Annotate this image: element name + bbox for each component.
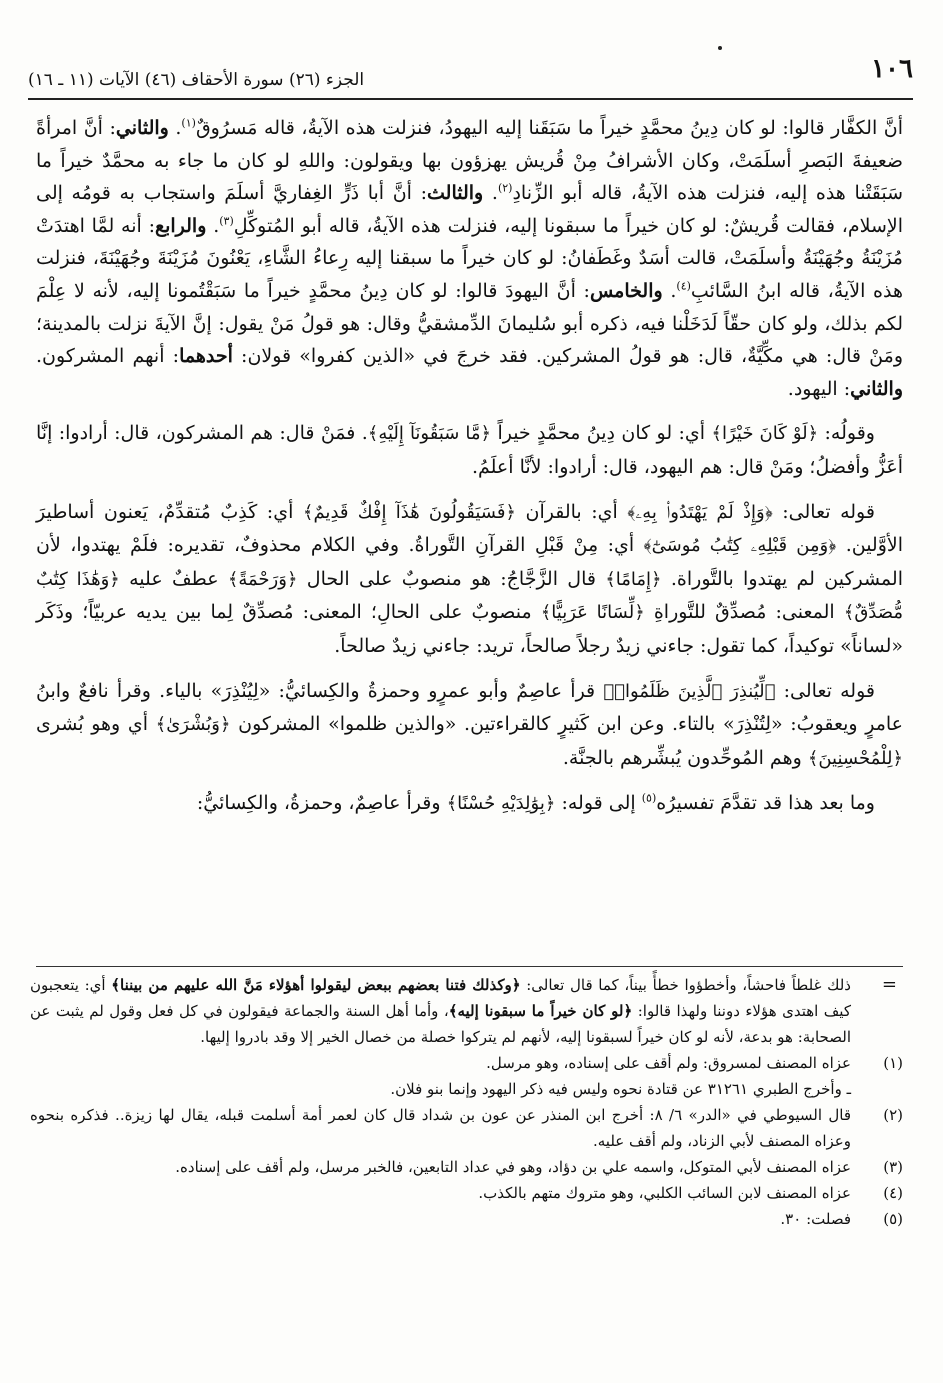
footnote-text: عزاه المصنف لمسروق: ولم أقف على إسناده، وهو مرسل. xyxy=(486,1054,851,1072)
quran-quote: ﴿إِمَامًا﴾ xyxy=(605,568,662,590)
text-run: ذلك غلطاً فاحشاً، وأخطؤوا خطأً بيناً، كما قال تعالى: xyxy=(520,976,851,994)
reason-label: أحدهما xyxy=(179,345,233,368)
paragraph-commentary xyxy=(36,496,903,663)
quran-quote: ﴿وَإِذْ لَمْ يَهْتَدُوا۟ بِهِۦ﴾ xyxy=(627,501,773,523)
footnote-item xyxy=(30,1154,903,1180)
footnote-ref[interactable]: (٤) xyxy=(676,279,691,293)
text-run: . xyxy=(213,214,220,237)
text-run: : أنهم المشركون. xyxy=(36,345,180,368)
footnote-item xyxy=(30,1102,903,1154)
text-run: أي وهو بُشرى xyxy=(36,713,156,736)
header-rule xyxy=(28,98,913,100)
page-header xyxy=(28,54,913,100)
text-run: وما بعد هذا قد تقدَّمَ تفسيرُه xyxy=(656,792,875,815)
quran-quote: ﴿فَسَيَقُولُونَ هَٰذَآ إِفْكٌ قَدِيمٌ﴾ xyxy=(302,501,516,523)
paragraph-commentary xyxy=(36,675,903,776)
footnote-text: قال السيوطي في «الدر» ٦/ ٨: أخرج ابن المنذر عن عون بن شداد قال كان لعمر أمة أسلمت قبله، يقال لها زيزة.. فذكره بنحوه وعزاه المصنف لأبي الزناد، ولم أقف عليه. xyxy=(30,1106,851,1150)
text-run: أنَّ الكفَّار قالوا: لو كان دِينُ محمَّدٍ خيراً ما سَبَقَنا إليه اليهودُ، فنزلت هذه الآيةُ، قاله مَسرُوقٌ xyxy=(195,117,904,139)
footnote-item xyxy=(30,1050,903,1076)
text-run: : أنه لمَّا اهتدَتْ مُزَيْنَةُ وجُهَيْنَةُ وأسلَمَتْ، قالت أسَدٌ وغَطَفانُ: لو كان خيراً ما سبقنا إليه رِعاءُ الشَّاءِ، يَعْنُونَ مُزَيْنَةَ وجُهَيْنَةَ، فنزلت هذه الآيةُ، قاله ابنُ السَّائبِ xyxy=(36,214,903,302)
footnote-number: (١) xyxy=(883,1054,903,1072)
text-run: : أنَّ امرأةً ضعيفةَ البَصرِ أسلَمَتْ، وكان الأشرافُ مِنْ قُريش يهزؤون بها ويقولون: واللهِ لو كان ما جاء به محمَّدٌ خيراً ما سَبَقَتْنا هذه إليه، فنزلت هذه الآيةُ، قاله أبو الزِّنادِ xyxy=(36,117,903,205)
footnote-ref[interactable]: (١) xyxy=(181,116,196,130)
footnote-text: ـ وأخرج الطبري ٣١٢٦١ عن قتادة نحوه وليس فيه ذكر اليهود وإنما بنو فلان. xyxy=(390,1080,851,1098)
footnote-number: (٥) xyxy=(883,1210,903,1228)
page-number: ١٠٦ xyxy=(871,54,913,84)
quran-quote: ﴿لو كان خيراً ما سبقونا إليه﴾ xyxy=(448,1002,633,1020)
footnote-item xyxy=(30,1206,903,1232)
footnote-subline xyxy=(30,1076,903,1102)
reason-label: والثاني xyxy=(850,377,903,400)
paragraph-commentary xyxy=(36,417,903,483)
quran-quote: ﴿لَوْ كَانَ خَيْرًا﴾ xyxy=(711,423,819,445)
quran-quote: ﴿بِوَٰلِدَيْهِ حُسْنًا﴾ xyxy=(446,793,556,815)
text-run: . فمَنْ قال: هم المشركون، قال: أرادوا: إنَّا أعَزُّ وأفضلُ؛ ومَنْ قال: هم اليهود، قال: أرادوا: لأنَّا أعلَمُ. xyxy=(36,422,903,478)
text-run: المعنى: مُصدِّقٌ للتَّوراةِ xyxy=(644,601,844,624)
paragraph-reasons xyxy=(36,112,903,405)
text-run: . xyxy=(175,117,182,139)
print-dot xyxy=(718,46,722,50)
footnote-rule xyxy=(36,966,903,967)
footnote-continuation xyxy=(30,972,903,1050)
text-run: ، وأما أهل السنة والجماعة فيقولون في كل فعل وقول لم يثبت عن الصحابة: هو بدعة، لأنه لو كان خيراً لسبقونا إليه، لأنهم لم يتركوا خصلة من خصال الخير إلا وقد بادروا إليها. xyxy=(30,1002,851,1046)
footnote-number: (٢) xyxy=(883,1106,903,1124)
text-run: . xyxy=(670,279,677,302)
footnote-text: فصلت: ٣٠. xyxy=(780,1210,851,1228)
text-run: أي: يتعجبون كيف اهتدى هؤلاء دوننا ولهذا قالوا: xyxy=(30,976,851,1020)
text-run: إلى قوله: xyxy=(555,792,642,815)
text-run: أي: كَذِبٌ مُتقدِّمٌ، يَعنون أساطيرَ الأوَّلين. xyxy=(36,500,904,557)
footnote-number: (٣) xyxy=(883,1158,903,1176)
text-run: قرأ عاصِمٌ وأبو عمرٍو وحمزةُ والكِسائيُّ: «لِيُنْذِرَ» بالياء. وقرأ نافعٌ وابنُ عامرٍ ويعقوبُ: «لِتُنْذِرَ» بالتاء. وعن ابن كَثيرٍ كالقراءتين. «والذين ظلموا» المشركون xyxy=(36,679,904,736)
footnote-text: عزاه المصنف لأبي المتوكل، واسمه علي بن دؤاد، وهو في عداد التابعين، فالخبر مرسل، ولم أقف على إسناده. xyxy=(175,1158,851,1176)
footnote-ref[interactable]: (٣) xyxy=(219,214,234,228)
paragraph-commentary xyxy=(36,787,903,821)
quran-quote: ﴿وَهَٰذَا كِتَٰبٌ مُّصَدِّقٌ﴾ xyxy=(36,568,903,624)
reason-label: والخامس xyxy=(589,279,663,302)
text-run: أي: مِنْ قَبْلِ القرآنِ التَّوراةُ. وفي الكلام محذوفٌ، تقديره: فلَمْ يهتدوا، لأن المشركين لم يهتدوا بالتَّوراة. xyxy=(36,534,903,590)
text-run: وقولُه: xyxy=(818,422,875,445)
quran-quote: ﴿وَبُشْرَىٰ﴾ xyxy=(155,714,231,736)
text-run: : أنَّ أبا ذَرٍّ الغِفاريَّ أسلَمَ واستجاب به قومُه إلى الإسلام، فقالت قُريشٌ: لو كان خيراً ما سبقونا إليه، فنزلت هذه الآيةُ، قاله أبو المُتوكِّلِ xyxy=(36,182,903,237)
reason-label: والثاني xyxy=(115,117,169,139)
text-run: قوله تعالى: xyxy=(775,679,875,702)
text-run: منصوبٌ على الحالِ؛ المعنى: مُصدِّقٌ لِما بين يديه عربيّاً؛ وذَكَر «لساناً» توكيداً، كما تقول: جاءني زيدٌ رجلاً صالحاً، تريد: جاءني زيدٌ صالحاً. xyxy=(36,601,903,657)
quran-quote: ﴿لِّسَانًا عَرَبِيًّا﴾ xyxy=(540,602,645,624)
footnotes xyxy=(30,972,903,1232)
text-run: قوله تعالى: xyxy=(772,500,875,523)
quran-quote: ﴿لِّيُنذِرَ ٱلَّذِينَ ظَلَمُوا۟﴾ xyxy=(603,680,776,702)
footnote-ref[interactable]: (٥) xyxy=(641,791,657,805)
quran-quote: ﴿لِلْمُحْسِنِينَ﴾ xyxy=(807,747,903,769)
quran-quote: ﴿وكذلك فتنا بعضهم ببعض ليقولوا أهؤلاء مَنَّ الله عليهم من بيننا﴾ xyxy=(111,976,521,994)
text-run: عطفٌ عليه xyxy=(119,567,228,590)
footnote-text: عزاه المصنف لابن السائب الكلبي، وهو متروك متهم بالكذب. xyxy=(478,1184,851,1202)
footnote-ref[interactable]: (٢) xyxy=(497,181,513,195)
text-run: أي: بالقرآن xyxy=(515,500,628,523)
running-title: الجزء (٢٦) سورة الأحقاف (٤٦) الآيات (١١ ـ ١٦) xyxy=(28,70,365,90)
text-run: قال الزَّجَّاجُ: هو منصوبٌ على الحال xyxy=(297,567,606,590)
text-run: وهم المُوحِّدون يُبشِّرهم بالجنَّة. xyxy=(562,746,808,769)
quran-quote: ﴿مَّا سَبَقُونَآ إِلَيْهِ﴾ xyxy=(367,423,492,445)
text-run: أي: لو كان دِينُ محمَّدٍ خيراً xyxy=(491,422,712,445)
quran-quote: ﴿وَرَحْمَةً﴾ xyxy=(227,568,298,590)
continuation-marker: = xyxy=(881,974,897,995)
quran-quote: ﴿وَمِن قَبْلِهِۦ كِتَٰبُ مُوسَىٰٓ﴾ xyxy=(643,535,837,557)
text-run: : أنَّ اليهودَ قالوا: لو كان دِينُ محمَّدٍ خيراً ما سَبَقْتُمونا إليه، لأنه لا عِلْمَ لكم بذلك، ولو كان حقّاً لَدَخَلْنا فيه، ذكره أبو سُليمانَ الدِّمشقيُّ وقال: هو قولُ مَنْ يقول: إنَّ الآيةَ نزلت بالمدينة؛ ومَنْ قال: هي مكِّيَّةٌ، قال: هو قولُ المشركين. فقد خرجَ في «الذين كفروا» قولان: xyxy=(36,279,903,368)
text-run: . xyxy=(491,182,498,205)
text-run: وقرأ عاصِمٌ، وحمزةُ، والكِسائيُّ: xyxy=(196,792,447,815)
text-run: : اليهود. xyxy=(787,377,851,400)
footnote-number: (٤) xyxy=(883,1184,903,1202)
main-text xyxy=(36,112,903,833)
footnote-item xyxy=(30,1180,903,1206)
reason-label: والثالث xyxy=(427,182,484,205)
reason-label: والرابع xyxy=(154,214,207,237)
